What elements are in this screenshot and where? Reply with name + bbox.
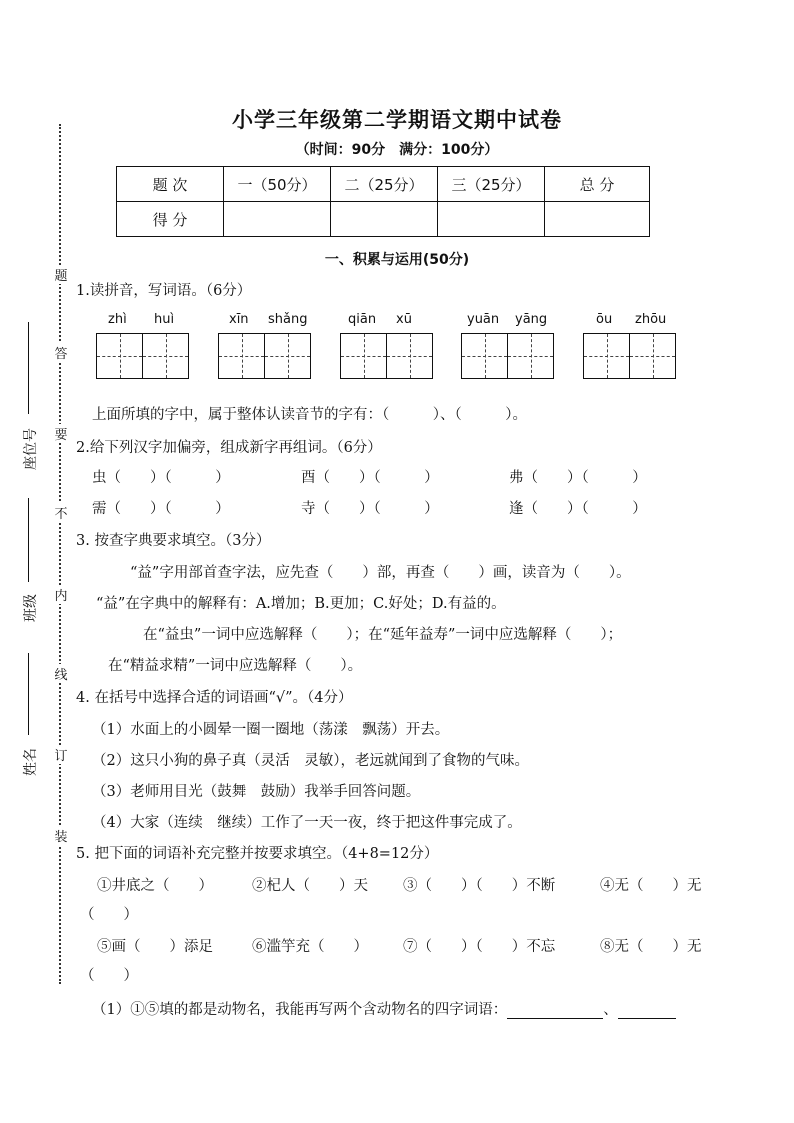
binding-char: 订	[54, 745, 68, 764]
tianzige-box[interactable]	[218, 333, 311, 379]
page-title: 小学三年级第二学期语文期中试卷	[232, 108, 562, 132]
score-cell[interactable]	[545, 202, 650, 237]
binding-char: 要	[54, 424, 68, 443]
q4-item: （1）水面上的小圆晕一圈一圈地（荡漾 飘荡）开去。	[92, 722, 450, 738]
question-1-title: 1.读拼音，写词语。（6分）	[76, 283, 252, 299]
q4-item: （2）这只小狗的鼻子真（灵活 灵敏），老远就闻到了食物的气味。	[92, 753, 529, 769]
q5-item: ④无（ ）无	[600, 878, 702, 894]
section-heading: 一、积累与运用(50分)	[324, 252, 470, 268]
q2-item: 酉（ ）（ ）	[301, 470, 439, 486]
tianzige-box[interactable]	[583, 333, 676, 379]
q2-item: 寺（ ）（ ）	[301, 501, 439, 517]
score-cell[interactable]	[438, 202, 545, 237]
question-1-note: 上面所填的字中，属于整体认读音节的字有：（ ）、（ ）。	[92, 407, 527, 423]
q5-item: ③（ ）（ ）不断	[403, 878, 556, 894]
answer-blank[interactable]	[507, 1002, 603, 1019]
q5-item: ②杞人（ ）天	[252, 878, 368, 894]
pinyin: huì	[154, 312, 175, 327]
page-subtitle: （时间：90分 满分：100分）	[295, 142, 499, 158]
q5-item: （ ）	[80, 968, 138, 984]
q4-item: （4）大家（连续 继续）工作了一天一夜，终于把这件事完成了。	[92, 815, 522, 831]
score-cell[interactable]	[224, 202, 331, 237]
q3-line: 在“精益求精”一词中应选解释（ ）。	[108, 658, 363, 674]
answer-blank[interactable]	[618, 1002, 676, 1019]
name-blank[interactable]	[28, 653, 29, 735]
name-label: 姓名	[23, 748, 39, 776]
pinyin: yuān	[467, 312, 500, 327]
q5-item: ⑥滥竽充（ ）	[252, 939, 368, 955]
question-4-title: 4. 在括号中选择合适的词语画“√”。（4分）	[76, 690, 353, 706]
q2-item: 弗（ ）（ ）	[509, 470, 647, 486]
q5-item: ⑦（ ）（ ）不忘	[403, 939, 556, 955]
question-3-title: 3. 按查字典要求填空。（3分）	[76, 533, 271, 549]
class-blank[interactable]	[28, 498, 29, 582]
question-2-title: 2.给下列汉字加偏旁，组成新字再组词。（6分）	[76, 440, 382, 456]
score-table	[116, 166, 650, 237]
q5-item: ⑧无（ ）无	[600, 939, 702, 955]
q2-item: 虫（ ）（ ）	[92, 470, 230, 486]
q5-sub-question	[92, 998, 676, 1019]
score-header-cell: 题 次	[117, 167, 224, 202]
q2-item: 逢（ ）（ ）	[509, 501, 647, 517]
tianzige-box[interactable]	[461, 333, 554, 379]
q2-item: 需（ ）（ ）	[92, 501, 230, 517]
class-label: 班级	[23, 594, 39, 622]
q5-item: ①井底之（ ）	[97, 878, 213, 894]
q5-sub-text: （1）①⑤填的都是动物名，我能再写两个含动物名的四字词语：	[92, 1002, 508, 1018]
score-cell[interactable]	[331, 202, 438, 237]
question-5-title: 5. 把下面的词语补充完整并按要求填空。（4+8=12分）	[76, 846, 439, 862]
score-header-cell: 二（25分）	[331, 167, 438, 202]
q3-line: “益”在字典中的解释有：A.增加；B.更加；C.好处；D.有益的。	[96, 596, 506, 612]
seat-label: 座位号	[23, 428, 39, 470]
q3-line: 在“益虫”一词中应选解释（ ）；在“延年益寿”一词中应选解释（ ）；	[143, 627, 623, 643]
q4-item: （3）老师用目光（鼓舞 鼓励）我举手回答问题。	[92, 784, 421, 800]
binding-char: 线	[54, 664, 68, 683]
binding-char: 不	[54, 503, 68, 522]
binding-char: 答	[54, 343, 68, 362]
score-row-label: 得 分	[117, 202, 224, 237]
pinyin: zhì	[108, 312, 127, 327]
pinyin: yāng	[515, 312, 548, 327]
pinyin: xū	[396, 312, 412, 327]
separator: 、	[603, 1002, 618, 1018]
binding-char: 题	[54, 265, 68, 284]
q3-line: “益”字用部首查字法，应先查（ ）部，再查（ ）画，读音为（ ）。	[130, 565, 631, 581]
pinyin: xīn	[229, 312, 249, 327]
binding-char: 装	[54, 826, 68, 845]
score-header-cell: 三（25分）	[438, 167, 545, 202]
pinyin: zhōu	[635, 312, 667, 327]
tianzige-box[interactable]	[96, 333, 189, 379]
pinyin: qiān	[348, 312, 377, 327]
seat-blank[interactable]	[28, 322, 29, 414]
binding-char: 内	[54, 585, 68, 604]
q5-item: ⑤画（ ）添足	[97, 939, 213, 955]
tianzige-box[interactable]	[340, 333, 433, 379]
pinyin: ōu	[596, 312, 613, 327]
score-header-cell: 一（50分）	[224, 167, 331, 202]
pinyin: shǎng	[268, 312, 308, 327]
score-header-cell: 总 分	[545, 167, 650, 202]
q5-item: （ ）	[80, 907, 138, 923]
